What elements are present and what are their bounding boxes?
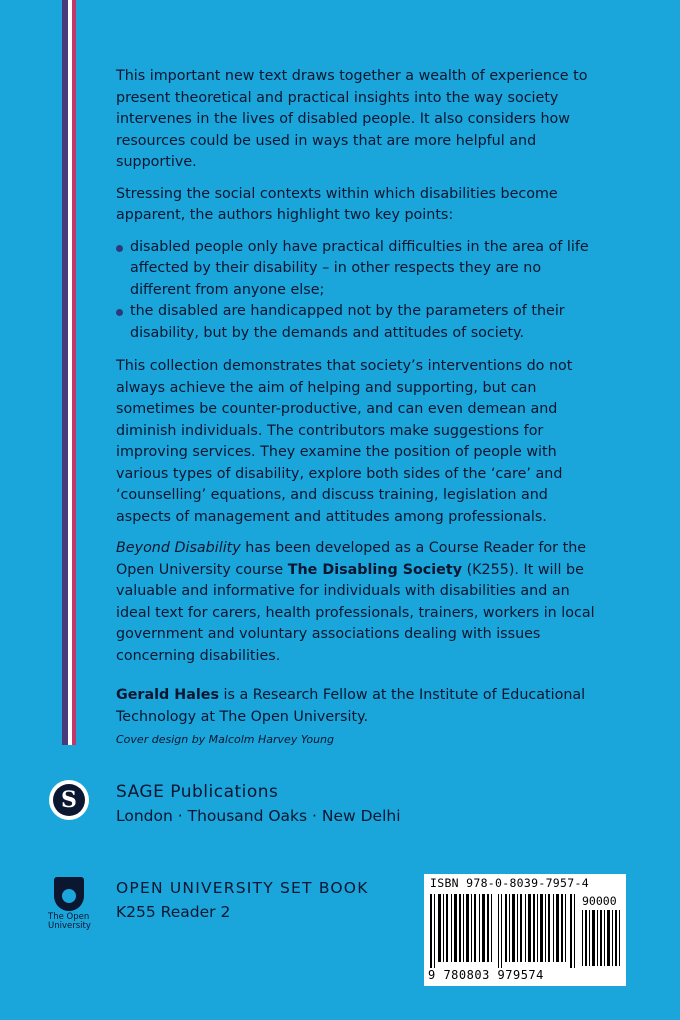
sage-logo (49, 780, 89, 820)
course-reader: K255 Reader 2 (116, 903, 231, 921)
barcode-box (424, 874, 626, 986)
blurb-paragraph-3: This collection demonstrates that society’s interventions do not always achieve the aim of helping and supporting, but can sometimes be counter-productive, and can even demean and diminish individuals. The contributors make suggestions for improving services. They examine the position of people with various types of disability, explore both sides of the ‘care’ and ‘counselling’ equations, and discuss training, legislation and aspects of management and attitudes among professionals. (116, 358, 573, 525)
ean-barcode (430, 894, 576, 968)
isbn-text: ISBN 978-0-8039-7957-4 (430, 876, 589, 890)
blurb-p4-part1: has been developed as a Course Reader for the Open University course (116, 540, 587, 578)
publisher-locations: London · Thousand Oaks · New Delhi (116, 807, 401, 825)
publisher-name: SAGE Publications (116, 782, 279, 802)
key-point-1-text: disabled people only have practical difficulties in the area of life affected by their disability – in other respects they are no different from anyone else; (130, 238, 589, 298)
addon-barcode (582, 910, 622, 966)
ou-logo-line1: The Open (48, 912, 90, 922)
cover-design-credit: Cover design by Malcolm Harvey Young (116, 733, 335, 746)
key-point-1 (116, 237, 606, 302)
price-code: 90000 (582, 894, 617, 908)
key-points-list (116, 237, 606, 345)
author-name: Gerald Hales (116, 687, 219, 703)
blurb-text (116, 66, 606, 738)
book-title: Beyond Disability (116, 540, 241, 556)
sage-logo-letter: S (53, 784, 85, 816)
blurb-paragraph-2: Stressing the social contexts within which disabilities become apparent, the authors highlight two key points: (116, 185, 558, 223)
publisher-info (116, 780, 401, 828)
blurb-p4-part2: (K255). It will be valuable and informative for individuals with disabilities and an ideal text for carers, health professionals, trainers, workers in local government and voluntary associations dealing with issues concerning disabilities. (116, 561, 595, 664)
bullet-icon (116, 309, 123, 316)
author-bio-text: is a Research Fellow at the Institute of Educational Technology at The Open University. (116, 687, 586, 725)
course-title: The Disabling Society (287, 561, 463, 578)
ou-logo-text (48, 913, 100, 931)
ou-shield-icon (54, 877, 84, 911)
key-point-2 (116, 301, 606, 344)
ou-logo-line2: University (48, 921, 91, 931)
open-university-logo (48, 877, 100, 931)
stripe-red (72, 0, 76, 745)
ean-number: 9 780803 979574 (428, 968, 544, 982)
author-bio (116, 685, 606, 728)
key-point-2-text: the disabled are handicapped not by the parameters of their disability, but by the demands and attitudes of society. (130, 303, 565, 341)
set-book-title: OPEN UNIVERSITY SET BOOK (116, 879, 369, 897)
blurb-paragraph-4 (116, 538, 606, 667)
set-book-info (116, 876, 369, 924)
bullet-icon (116, 245, 123, 252)
blurb-paragraph-1: This important new text draws together a wealth of experience to present theoretical and practical insights into the way society intervenes in the lives of disabled people. It also considers how resources could be used in ways that are more helpful and supportive. (116, 68, 588, 170)
